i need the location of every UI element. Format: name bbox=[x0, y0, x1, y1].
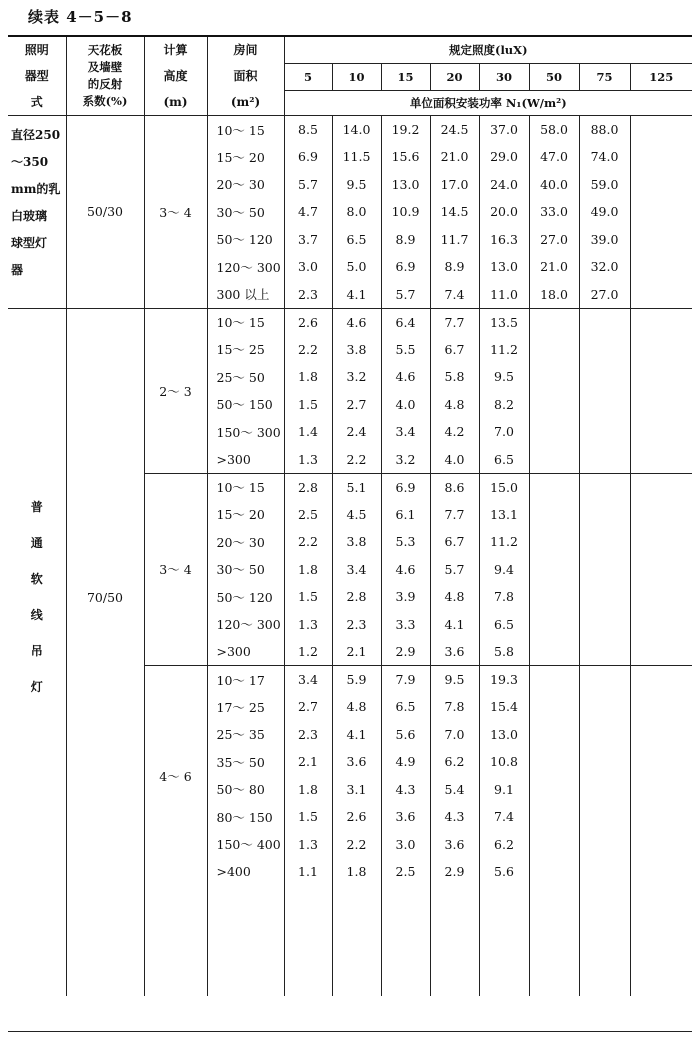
value-cell: 6.5 bbox=[381, 693, 430, 721]
value-cell: 9.5 bbox=[430, 666, 479, 694]
height-cell: 4～ 6 bbox=[144, 666, 207, 886]
value-cell bbox=[579, 473, 630, 501]
height-cell: 3～ 4 bbox=[144, 116, 207, 309]
value-cell: 39.0 bbox=[579, 226, 630, 254]
value-cell bbox=[529, 721, 579, 749]
value-cell: 14.5 bbox=[430, 198, 479, 226]
value-cell bbox=[529, 418, 579, 446]
height-cell: 2～ 3 bbox=[144, 308, 207, 473]
value-cell bbox=[579, 748, 630, 776]
value-cell: 10.9 bbox=[381, 198, 430, 226]
value-cell: 8.0 bbox=[332, 198, 381, 226]
table-caption: 续表 4－5－8 bbox=[28, 8, 133, 26]
value-cell: 3.4 bbox=[284, 666, 332, 694]
value-cell: 2.2 bbox=[332, 831, 381, 859]
value-cell bbox=[630, 528, 692, 556]
value-cell: 4.9 bbox=[381, 748, 430, 776]
illuminance-value-cell: 50 bbox=[529, 63, 579, 90]
value-cell: 88.0 bbox=[579, 116, 630, 144]
spacer-cell bbox=[430, 886, 479, 996]
value-cell: 4.8 bbox=[332, 693, 381, 721]
value-cell: 3.0 bbox=[381, 831, 430, 859]
value-cell: 1.8 bbox=[284, 556, 332, 584]
value-cell: 1.1 bbox=[284, 858, 332, 886]
area-cell: 50～ 80 bbox=[207, 776, 284, 804]
value-cell bbox=[630, 666, 692, 694]
value-cell bbox=[579, 501, 630, 529]
value-cell: 1.5 bbox=[284, 391, 332, 419]
value-cell bbox=[630, 583, 692, 611]
area-cell: >300 bbox=[207, 638, 284, 666]
value-cell: 6.5 bbox=[479, 611, 529, 639]
value-cell: 2.5 bbox=[284, 501, 332, 529]
illuminance-value-cell: 30 bbox=[479, 63, 529, 90]
value-cell bbox=[529, 556, 579, 584]
value-cell: 2.8 bbox=[284, 473, 332, 501]
value-cell bbox=[630, 391, 692, 419]
area-cell: 15～ 20 bbox=[207, 501, 284, 529]
value-cell: 2.7 bbox=[284, 693, 332, 721]
area-cell: 120～ 300 bbox=[207, 253, 284, 281]
value-cell: 1.8 bbox=[284, 363, 332, 391]
spacer-cell bbox=[66, 886, 144, 996]
value-cell: 2.2 bbox=[332, 446, 381, 474]
value-cell: 6.9 bbox=[381, 473, 430, 501]
value-cell: 2.7 bbox=[332, 391, 381, 419]
value-cell bbox=[630, 556, 692, 584]
value-cell bbox=[529, 583, 579, 611]
value-cell: 11.0 bbox=[479, 281, 529, 309]
value-cell: 7.8 bbox=[430, 693, 479, 721]
value-cell: 33.0 bbox=[529, 198, 579, 226]
value-cell: 13.0 bbox=[381, 171, 430, 199]
value-cell: 1.3 bbox=[284, 831, 332, 859]
value-cell: 5.4 bbox=[430, 776, 479, 804]
value-cell: 6.9 bbox=[284, 143, 332, 171]
illuminance-value-cell: 75 bbox=[579, 63, 630, 90]
height-cell: 3～ 4 bbox=[144, 473, 207, 666]
value-cell: 6.5 bbox=[332, 226, 381, 254]
area-cell: 10～ 15 bbox=[207, 308, 284, 336]
area-cell: >300 bbox=[207, 446, 284, 474]
value-cell bbox=[529, 528, 579, 556]
area-cell: 30～ 50 bbox=[207, 198, 284, 226]
fixture-type-label: 直径250 ～350 mm的乳 白玻璃 球型灯 器 bbox=[11, 128, 61, 277]
value-cell bbox=[630, 226, 692, 254]
value-cell: 1.5 bbox=[284, 803, 332, 831]
value-cell: 4.1 bbox=[430, 611, 479, 639]
value-cell bbox=[579, 693, 630, 721]
value-cell bbox=[579, 583, 630, 611]
value-cell bbox=[630, 473, 692, 501]
area-cell: 17～ 25 bbox=[207, 693, 284, 721]
spacer-cell bbox=[479, 886, 529, 996]
value-cell: 47.0 bbox=[529, 143, 579, 171]
value-cell: 4.2 bbox=[430, 418, 479, 446]
value-cell: 2.3 bbox=[284, 281, 332, 309]
value-cell bbox=[579, 803, 630, 831]
value-cell: 13.0 bbox=[479, 253, 529, 281]
value-cell: 2.9 bbox=[381, 638, 430, 666]
value-cell: 9.5 bbox=[479, 363, 529, 391]
value-cell bbox=[529, 611, 579, 639]
value-cell bbox=[630, 418, 692, 446]
value-cell: 6.2 bbox=[479, 831, 529, 859]
value-cell: 5.8 bbox=[479, 638, 529, 666]
value-cell: 13.5 bbox=[479, 308, 529, 336]
fixture-type-cell bbox=[8, 116, 66, 309]
area-cell: 15～ 25 bbox=[207, 336, 284, 364]
value-cell bbox=[630, 831, 692, 859]
value-cell: 4.5 bbox=[332, 501, 381, 529]
value-cell bbox=[529, 776, 579, 804]
value-cell: 1.3 bbox=[284, 446, 332, 474]
value-cell bbox=[579, 391, 630, 419]
value-cell bbox=[529, 308, 579, 336]
value-cell: 32.0 bbox=[579, 253, 630, 281]
value-cell: 24.5 bbox=[430, 116, 479, 144]
value-cell: 4.6 bbox=[332, 308, 381, 336]
illuminance-value-cell: 5 bbox=[284, 63, 332, 90]
reflectance-cell: 50/30 bbox=[66, 116, 144, 309]
value-cell: 3.6 bbox=[430, 638, 479, 666]
value-cell: 3.9 bbox=[381, 583, 430, 611]
value-cell: 8.6 bbox=[430, 473, 479, 501]
value-cell: 2.4 bbox=[332, 418, 381, 446]
value-cell bbox=[630, 748, 692, 776]
value-cell: 21.0 bbox=[529, 253, 579, 281]
value-cell bbox=[579, 363, 630, 391]
value-cell: 5.6 bbox=[381, 721, 430, 749]
value-cell: 4.8 bbox=[430, 391, 479, 419]
value-cell: 49.0 bbox=[579, 198, 630, 226]
value-cell: 6.7 bbox=[430, 528, 479, 556]
header-illuminance-title: 规定照度(luX) bbox=[284, 36, 692, 63]
value-cell: 15.6 bbox=[381, 143, 430, 171]
value-cell: 11.5 bbox=[332, 143, 381, 171]
area-cell: 35～ 50 bbox=[207, 748, 284, 776]
value-cell: 3.6 bbox=[430, 831, 479, 859]
spacer-cell bbox=[284, 886, 332, 996]
value-cell: 6.5 bbox=[479, 446, 529, 474]
value-cell bbox=[630, 336, 692, 364]
value-cell bbox=[579, 638, 630, 666]
value-cell: 20.0 bbox=[479, 198, 529, 226]
fixture-type-cell bbox=[8, 308, 66, 886]
value-cell bbox=[579, 418, 630, 446]
value-cell bbox=[529, 858, 579, 886]
area-cell: >400 bbox=[207, 858, 284, 886]
value-cell: 4.8 bbox=[430, 583, 479, 611]
value-cell: 4.3 bbox=[430, 803, 479, 831]
value-cell bbox=[630, 143, 692, 171]
value-cell: 5.0 bbox=[332, 253, 381, 281]
value-cell bbox=[630, 308, 692, 336]
value-cell: 10.8 bbox=[479, 748, 529, 776]
table-header bbox=[8, 36, 692, 116]
illuminance-value-cell: 20 bbox=[430, 63, 479, 90]
area-cell: 20～ 30 bbox=[207, 528, 284, 556]
value-cell bbox=[630, 611, 692, 639]
value-cell: 7.0 bbox=[479, 418, 529, 446]
value-cell: 1.2 bbox=[284, 638, 332, 666]
area-cell: 50～ 150 bbox=[207, 391, 284, 419]
spacer-cell bbox=[630, 886, 692, 996]
value-cell bbox=[630, 721, 692, 749]
table-body bbox=[8, 116, 692, 996]
value-cell bbox=[529, 391, 579, 419]
value-cell: 8.5 bbox=[284, 116, 332, 144]
value-cell: 13.0 bbox=[479, 721, 529, 749]
value-cell: 4.0 bbox=[430, 446, 479, 474]
value-cell: 7.4 bbox=[479, 803, 529, 831]
value-cell: 21.0 bbox=[430, 143, 479, 171]
value-cell bbox=[579, 446, 630, 474]
value-cell: 5.3 bbox=[381, 528, 430, 556]
value-cell: 6.7 bbox=[430, 336, 479, 364]
area-cell: 25～ 50 bbox=[207, 363, 284, 391]
area-cell: 50～ 120 bbox=[207, 583, 284, 611]
value-cell: 3.2 bbox=[332, 363, 381, 391]
spacer-cell bbox=[144, 886, 207, 996]
value-cell: 19.3 bbox=[479, 666, 529, 694]
value-cell: 4.6 bbox=[381, 556, 430, 584]
value-cell: 2.3 bbox=[284, 721, 332, 749]
value-cell: 7.0 bbox=[430, 721, 479, 749]
value-cell: 29.0 bbox=[479, 143, 529, 171]
value-cell bbox=[529, 336, 579, 364]
area-cell: 25～ 35 bbox=[207, 721, 284, 749]
value-cell bbox=[529, 501, 579, 529]
value-cell bbox=[529, 693, 579, 721]
value-cell: 9.1 bbox=[479, 776, 529, 804]
value-cell: 6.4 bbox=[381, 308, 430, 336]
value-cell bbox=[579, 858, 630, 886]
value-cell: 2.2 bbox=[284, 336, 332, 364]
value-cell: 4.3 bbox=[381, 776, 430, 804]
value-cell: 2.1 bbox=[284, 748, 332, 776]
value-cell: 7.9 bbox=[381, 666, 430, 694]
value-cell bbox=[579, 831, 630, 859]
spacer-cell bbox=[529, 886, 579, 996]
value-cell: 18.0 bbox=[529, 281, 579, 309]
spacer-cell bbox=[579, 886, 630, 996]
area-cell: 150～ 400 bbox=[207, 831, 284, 859]
illuminance-value-cell: 15 bbox=[381, 63, 430, 90]
value-cell: 27.0 bbox=[579, 281, 630, 309]
value-cell: 15.0 bbox=[479, 473, 529, 501]
table-row bbox=[8, 308, 692, 336]
header-fixture-type: 照明 器型 式 bbox=[8, 36, 66, 116]
value-cell bbox=[529, 446, 579, 474]
value-cell: 17.0 bbox=[430, 171, 479, 199]
value-cell: 3.0 bbox=[284, 253, 332, 281]
value-cell: 2.1 bbox=[332, 638, 381, 666]
value-cell: 3.3 bbox=[381, 611, 430, 639]
area-cell: 10～ 15 bbox=[207, 473, 284, 501]
area-cell: 50～ 120 bbox=[207, 226, 284, 254]
value-cell: 3.8 bbox=[332, 528, 381, 556]
fixture-type-label: 普 通 软 线 吊 灯 bbox=[30, 500, 43, 694]
value-cell: 3.6 bbox=[381, 803, 430, 831]
area-cell: 20～ 30 bbox=[207, 171, 284, 199]
value-cell: 6.1 bbox=[381, 501, 430, 529]
value-cell bbox=[529, 666, 579, 694]
area-cell: 15～ 20 bbox=[207, 143, 284, 171]
value-cell: 4.0 bbox=[381, 391, 430, 419]
value-cell: 58.0 bbox=[529, 116, 579, 144]
value-cell bbox=[630, 171, 692, 199]
value-cell: 7.7 bbox=[430, 308, 479, 336]
value-cell: 11.2 bbox=[479, 528, 529, 556]
table-row bbox=[8, 116, 692, 144]
value-cell: 7.7 bbox=[430, 501, 479, 529]
value-cell: 1.3 bbox=[284, 611, 332, 639]
value-cell bbox=[630, 281, 692, 309]
value-cell: 5.7 bbox=[284, 171, 332, 199]
value-cell bbox=[630, 776, 692, 804]
spacer-cell bbox=[8, 886, 66, 996]
value-cell bbox=[579, 308, 630, 336]
value-cell bbox=[630, 858, 692, 886]
value-cell: 2.3 bbox=[332, 611, 381, 639]
value-cell: 11.7 bbox=[430, 226, 479, 254]
value-cell: 4.6 bbox=[381, 363, 430, 391]
value-cell: 5.5 bbox=[381, 336, 430, 364]
value-cell: 2.2 bbox=[284, 528, 332, 556]
value-cell: 2.6 bbox=[284, 308, 332, 336]
value-cell: 1.5 bbox=[284, 583, 332, 611]
table-bottom-rule bbox=[8, 1031, 692, 1032]
spacer-cell bbox=[207, 886, 284, 996]
area-cell: 10～ 15 bbox=[207, 116, 284, 144]
value-cell: 2.5 bbox=[381, 858, 430, 886]
value-cell bbox=[630, 501, 692, 529]
value-cell bbox=[630, 198, 692, 226]
value-cell bbox=[529, 803, 579, 831]
value-cell bbox=[579, 776, 630, 804]
value-cell bbox=[529, 638, 579, 666]
value-cell: 2.6 bbox=[332, 803, 381, 831]
value-cell bbox=[529, 363, 579, 391]
value-cell: 3.7 bbox=[284, 226, 332, 254]
value-cell bbox=[579, 666, 630, 694]
value-cell: 1.8 bbox=[332, 858, 381, 886]
value-cell: 7.8 bbox=[479, 583, 529, 611]
area-cell: 30～ 50 bbox=[207, 556, 284, 584]
value-cell bbox=[579, 528, 630, 556]
value-cell: 9.4 bbox=[479, 556, 529, 584]
value-cell: 11.2 bbox=[479, 336, 529, 364]
value-cell: 3.4 bbox=[381, 418, 430, 446]
value-cell: 6.2 bbox=[430, 748, 479, 776]
value-cell bbox=[630, 363, 692, 391]
value-cell bbox=[630, 253, 692, 281]
value-cell: 9.5 bbox=[332, 171, 381, 199]
value-cell: 59.0 bbox=[579, 171, 630, 199]
value-cell bbox=[579, 556, 630, 584]
value-cell: 74.0 bbox=[579, 143, 630, 171]
value-cell: 5.7 bbox=[381, 281, 430, 309]
value-cell: 40.0 bbox=[529, 171, 579, 199]
header-power-label: 单位面积安装功率 N₁(W/m²) bbox=[284, 90, 692, 115]
spacer-cell bbox=[381, 886, 430, 996]
lighting-power-table bbox=[8, 35, 692, 996]
value-cell bbox=[529, 473, 579, 501]
value-cell: 3.1 bbox=[332, 776, 381, 804]
value-cell bbox=[579, 611, 630, 639]
value-cell: 5.9 bbox=[332, 666, 381, 694]
illuminance-value-cell: 125 bbox=[630, 63, 692, 90]
value-cell bbox=[630, 446, 692, 474]
area-cell: 300 以上 bbox=[207, 281, 284, 309]
value-cell: 3.6 bbox=[332, 748, 381, 776]
value-cell: 4.7 bbox=[284, 198, 332, 226]
value-cell: 7.4 bbox=[430, 281, 479, 309]
value-cell: 14.0 bbox=[332, 116, 381, 144]
value-cell: 8.9 bbox=[430, 253, 479, 281]
value-cell: 3.8 bbox=[332, 336, 381, 364]
value-cell bbox=[579, 721, 630, 749]
value-cell: 8.2 bbox=[479, 391, 529, 419]
header-height: 计算 高度 (m) bbox=[144, 36, 207, 116]
area-cell: 80～ 150 bbox=[207, 803, 284, 831]
value-cell: 1.8 bbox=[284, 776, 332, 804]
value-cell bbox=[630, 693, 692, 721]
value-cell bbox=[630, 803, 692, 831]
value-cell bbox=[529, 748, 579, 776]
value-cell: 4.1 bbox=[332, 281, 381, 309]
value-cell: 5.6 bbox=[479, 858, 529, 886]
value-cell: 16.3 bbox=[479, 226, 529, 254]
value-cell: 5.8 bbox=[430, 363, 479, 391]
value-cell bbox=[579, 336, 630, 364]
value-cell: 19.2 bbox=[381, 116, 430, 144]
value-cell: 8.9 bbox=[381, 226, 430, 254]
header-area: 房间 面积 (m²) bbox=[207, 36, 284, 116]
value-cell: 15.4 bbox=[479, 693, 529, 721]
value-cell bbox=[529, 831, 579, 859]
value-cell: 4.1 bbox=[332, 721, 381, 749]
reflectance-cell: 70/50 bbox=[66, 308, 144, 886]
area-cell: 150～ 300 bbox=[207, 418, 284, 446]
value-cell: 13.1 bbox=[479, 501, 529, 529]
value-cell: 5.7 bbox=[430, 556, 479, 584]
value-cell: 6.9 bbox=[381, 253, 430, 281]
value-cell: 2.8 bbox=[332, 583, 381, 611]
value-cell: 5.1 bbox=[332, 473, 381, 501]
value-cell: 37.0 bbox=[479, 116, 529, 144]
value-cell: 3.4 bbox=[332, 556, 381, 584]
header-reflectance: 天花板 及墙壁 的反射 系数(%) bbox=[66, 36, 144, 116]
value-cell bbox=[630, 116, 692, 144]
spacer-cell bbox=[332, 886, 381, 996]
value-cell: 2.9 bbox=[430, 858, 479, 886]
value-cell bbox=[630, 638, 692, 666]
value-cell: 24.0 bbox=[479, 171, 529, 199]
area-cell: 10～ 17 bbox=[207, 666, 284, 694]
area-cell: 120～ 300 bbox=[207, 611, 284, 639]
value-cell: 27.0 bbox=[529, 226, 579, 254]
value-cell: 3.2 bbox=[381, 446, 430, 474]
value-cell: 1.4 bbox=[284, 418, 332, 446]
illuminance-value-cell: 10 bbox=[332, 63, 381, 90]
table-spacer-row bbox=[8, 886, 692, 996]
